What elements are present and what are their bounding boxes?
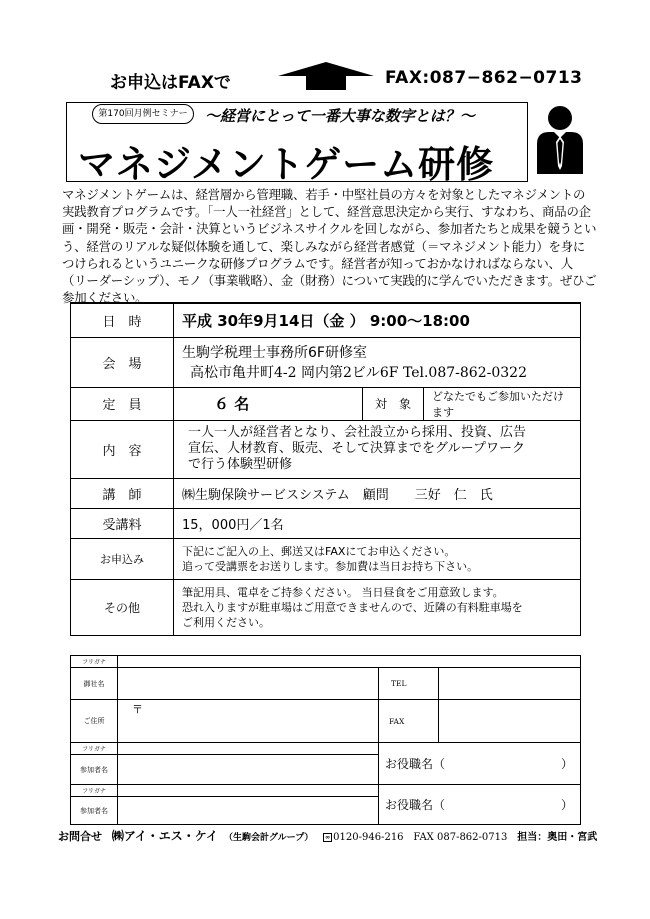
participant-2-field[interactable] [118, 797, 379, 825]
target-value: どなたでもご参加いただけます [424, 387, 581, 420]
participant-1-furigana-field[interactable] [118, 743, 379, 755]
apply-label: お申込み [71, 538, 174, 579]
fax-field[interactable] [439, 700, 581, 743]
fee-value: 15，000円／1名 [174, 508, 581, 538]
fax-number-heading: FAX:087−862−0713 [385, 68, 583, 88]
position-2-label: お役職名（ [385, 798, 446, 812]
tel-field[interactable] [439, 668, 581, 700]
capacity-label: 定 員 [71, 387, 174, 420]
other-line-1: 筆記用具、電卓をご持参ください。 当日昼食をご用意致します。 [182, 585, 504, 599]
apply-line-1: 下記にご記入の上、郵送又はFAXにてお申込ください。 [182, 544, 456, 558]
datetime-value: 平成 30年9月14日（金 ） 9:00〜18:00 [174, 303, 581, 337]
datetime-label: 日 時 [71, 303, 174, 337]
target-label: 対 象 [363, 387, 424, 420]
participant-1-field[interactable] [118, 755, 379, 785]
content-line-1: 一人一人が経営者となり、会社設立から採用、投資、広告 [188, 425, 527, 440]
footer-fax: FAX 087-862-0713 [413, 832, 508, 843]
furigana-label-2: フリガナ [71, 785, 118, 797]
other-label: その他 [71, 579, 174, 635]
position-1-field[interactable] [379, 743, 581, 785]
company-furigana-field[interactable] [118, 656, 581, 668]
lecturer-label: 講 師 [71, 478, 174, 508]
fax-label: FAX [379, 700, 439, 743]
position-2-field[interactable] [379, 785, 581, 825]
content-cell [174, 420, 581, 478]
subtitle: 〜経営にとって一番大事な数字とは？〜 [205, 107, 475, 125]
free-dial-icon: ∞ [325, 833, 331, 841]
participant-2-furigana-field[interactable] [118, 785, 379, 797]
position-1-label: お役職名（ [385, 757, 446, 771]
content-line-2: 宣伝、人材教育、販売、そして決算までをグループワーク [188, 441, 525, 456]
furigana-label: フリガナ [71, 656, 118, 668]
venue-name: 生駒学税理士事務所6F研修室 [182, 345, 367, 361]
contact-footer [58, 827, 603, 844]
company-field[interactable] [118, 668, 379, 700]
application-form [70, 655, 581, 825]
fee-label: 受講料 [71, 508, 174, 538]
page-title: マネジメントゲーム研修 [78, 143, 495, 186]
businessman-icon [535, 104, 585, 174]
address-field[interactable] [118, 700, 379, 743]
address-label: ご住所 [71, 700, 118, 743]
venue-cell [174, 337, 581, 387]
other-line-2: 恐れ入りますが駐車場はご用意できませんので、近隣の有料駐車場を [182, 600, 523, 614]
company-label: 御社名 [71, 668, 118, 700]
participant-1-label: 参加者名 [71, 755, 118, 785]
venue-address: 高松市亀井町4-2 岡内第2ビル6F Tel.087-862-0322 [190, 365, 527, 381]
description-paragraph: マネジメントゲームは、経営層から管理職、若手・中堅社員の方々を対象としたマネジメントの実践教育プログラムです。「一人一社経営」として、経営意思決定から実行、すなわち、商品の企画・開発・販売・会計・決算というビジネスサイクルを回しながら、参加者たちと成果を競うという、経営のリアルな疑似体験を通して、楽しみながら経営者感覚（＝マネジメント能力）を身につけられるというユニークな研修プログラムです。経営者が知っておかなければならない、人（リーダーシップ）、モノ（事業戦略）、金（財務）について実践的に学んでいただきます。ぜひご参加ください。 [62, 187, 597, 306]
tel-label: TEL [379, 668, 439, 700]
contact-label: お問合せ [58, 830, 102, 843]
position-1-close: ） [560, 757, 573, 771]
seminar-badge: 第170回月例セミナー [92, 104, 194, 124]
furigana-label-1: フリガナ [71, 743, 118, 755]
apply-line-2: 追って受講票をお送りします。参加費は当日お持ち下さい。 [182, 559, 479, 573]
venue-label: 会 場 [71, 337, 174, 387]
position-2-close: ） [560, 798, 573, 812]
company-name: ㈱アイ・エス・ケイ [111, 829, 218, 843]
postal-mark: 〒 [132, 703, 143, 716]
apply-cell [174, 538, 581, 579]
lecturer-value: ㈱生駒保険サービスシステム 顧問 三好 仁 氏 [174, 478, 581, 508]
seminar-info-table [70, 302, 581, 636]
capacity-value: ６ 名 [174, 387, 363, 420]
content-label: 内 容 [71, 420, 174, 478]
other-line-3: ご利用ください。 [182, 615, 270, 629]
arrow-icon [278, 62, 374, 90]
other-cell [174, 579, 581, 635]
group-name: （生駒会計グループ） [223, 833, 314, 843]
staff-names: 担当：奥田・宮武 [517, 832, 598, 843]
participant-2-label: 参加者名 [71, 797, 118, 825]
content-line-3: で行う体験型研修 [188, 457, 293, 472]
apply-by-fax-heading: お申込はFAXで [110, 73, 231, 93]
free-dial-number: 0120-946-216 [333, 832, 404, 843]
